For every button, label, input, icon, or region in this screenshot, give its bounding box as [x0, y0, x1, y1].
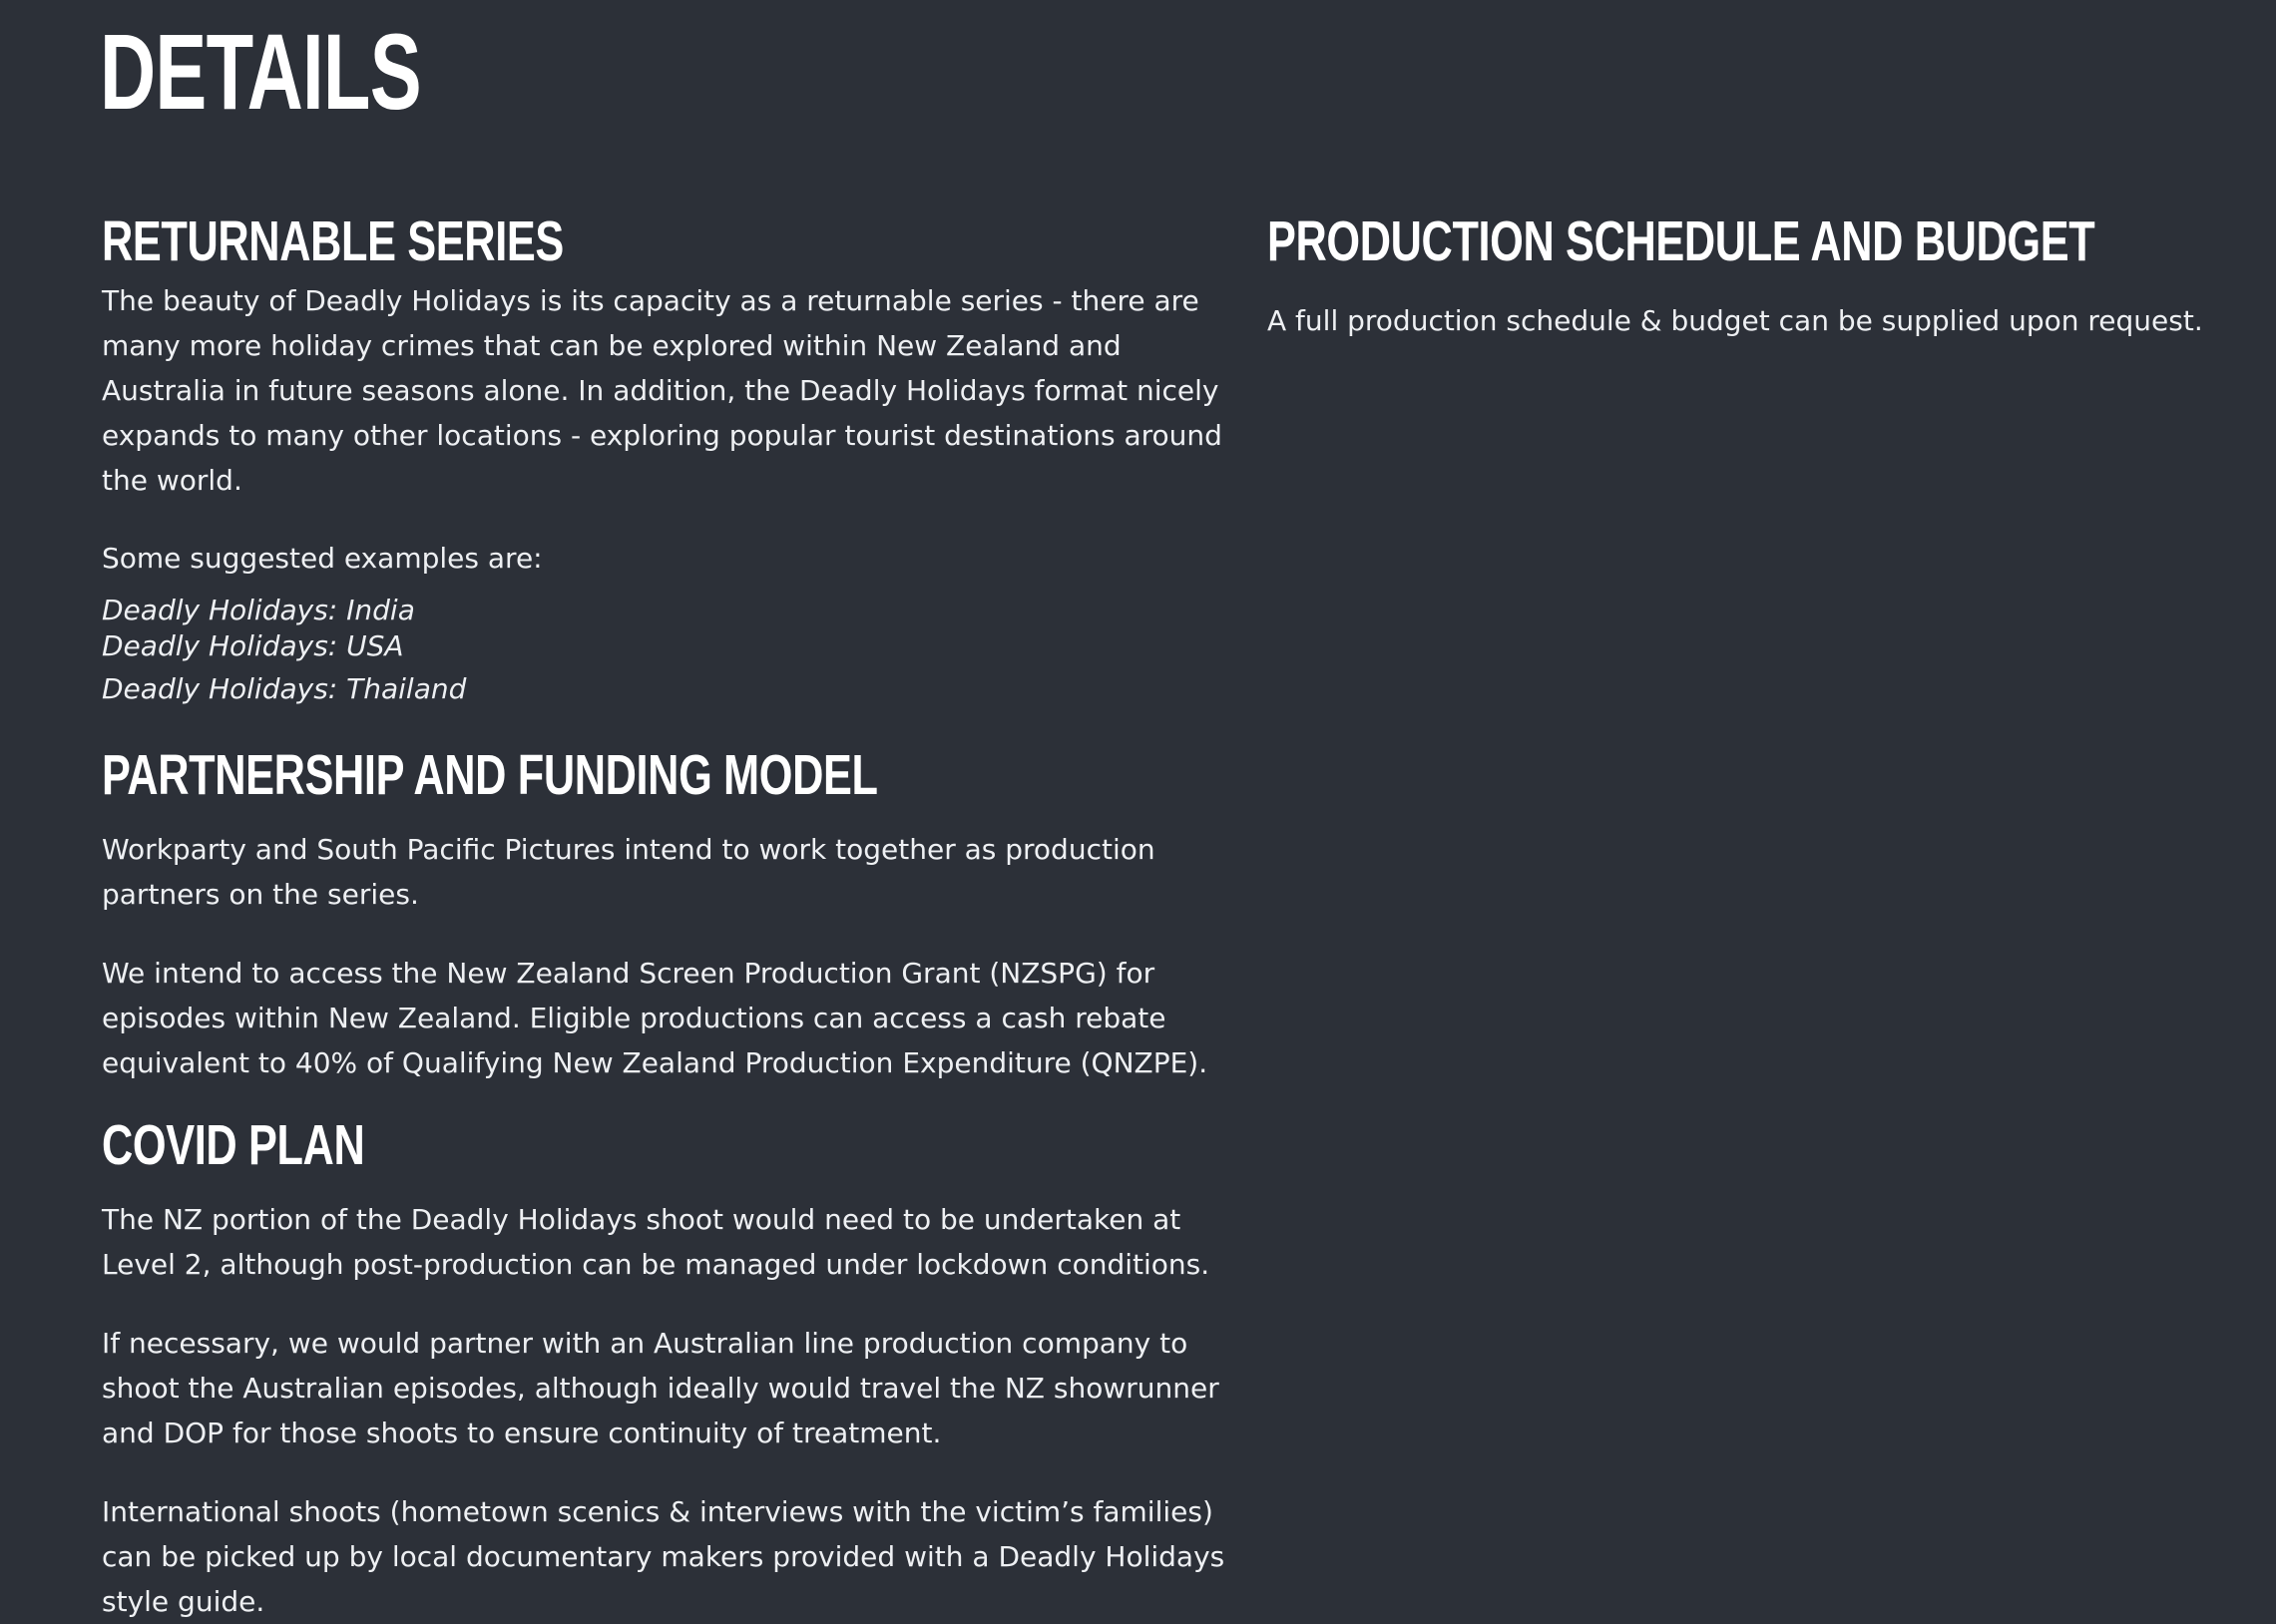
partnership-section — [102, 743, 1239, 1085]
page-title: DETAILS — [100, 11, 421, 132]
schedule-budget-body: A full production schedule & budget can be supplied upon request. — [1267, 304, 2203, 337]
covid-plan-paragraph: If necessary, we would partner with an Australian line production company to shoot the Australian episodes, although ideally would travel the NZ showrunner and DOP for those shoots to ensure continuity of treatment. — [102, 1327, 1219, 1449]
right-column — [1267, 209, 2225, 343]
returnable-series-heading: RETURNABLE SERIES — [102, 209, 564, 273]
example-item: Deadly Holidays: Thailand — [102, 672, 467, 705]
returnable-series-section — [102, 209, 1239, 707]
partnership-paragraph: We intend to access the New Zealand Screen Production Grant (NZSPG) for episodes within New Zealand. Eligible productions can access a cash rebate equivalent to 40% of Qualifying New Zealand Production Expenditure (QNZPE). — [102, 957, 1208, 1079]
covid-plan-section — [102, 1113, 1239, 1624]
left-column — [102, 209, 1239, 1624]
covid-plan-paragraph: The NZ portion of the Deadly Holidays shoot would need to be undertaken at Level 2, although post-production can be managed under lockdown conditions. — [102, 1203, 1210, 1281]
examples-intro: Some suggested examples are: — [102, 542, 543, 575]
partnership-paragraph: Workparty and South Pacific Pictures intend to work together as production partners on the series. — [102, 833, 1155, 911]
example-item: Deadly Holidays: India — [102, 594, 415, 626]
schedule-budget-section — [1267, 209, 2225, 343]
partnership-heading: PARTNERSHIP AND FUNDING MODEL — [102, 743, 878, 807]
examples-list — [102, 593, 1239, 707]
schedule-budget-heading: PRODUCTION SCHEDULE AND BUDGET — [1267, 209, 2095, 273]
covid-plan-heading: COVID PLAN — [102, 1113, 365, 1177]
example-item: Deadly Holidays: USA — [102, 629, 404, 662]
covid-plan-paragraph: International shoots (hometown scenics & interviews with the victim’s families) can be picked up by local documentary makers provided with a Deadly Holidays style guide. — [102, 1495, 1225, 1618]
returnable-series-body: The beauty of Deadly Holidays is its capacity as a returnable series - there are many more holiday crimes that can be explored within New Zealand and Australia in future seasons alone. In addition, the Deadly Holidays format nicely expands to many other locations - exploring popular tourist destinations around the world. — [102, 284, 1222, 497]
